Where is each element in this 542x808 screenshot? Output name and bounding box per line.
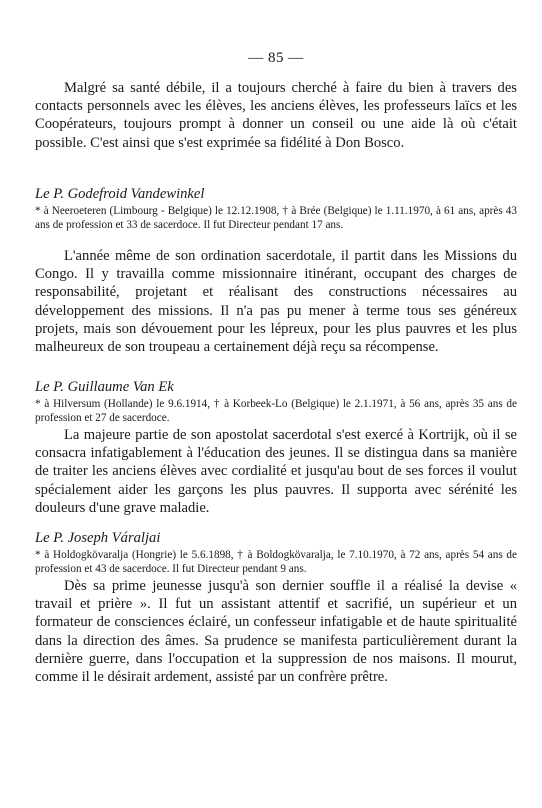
entry-bio-vandewinkel: * à Neeroeteren (Limbourg - Belgique) le 12.12.1908, † à Brée (Belgique) le 1.11.1970, à 61 ans, après 43 ans de profession et 33 de sacerdoce. Il fut Directeur pendant 17 ans. <box>35 205 517 231</box>
page-number: — 85 — <box>248 50 304 66</box>
entry-bio-varaljai: * à Holdogkövaralja (Hongrie) le 5.6.1898, † à Boldogkövaralja, le 7.10.1970, à 72 ans, après 54 ans de profession et 43 de sacerdoce. Il fut Directeur pendant 9 ans. <box>35 549 517 575</box>
entry-bio-van-ek: * à Hilversum (Hollande) le 9.6.1914, † à Korbeek-Lo (Belgique) le 2.1.1971, à 56 ans, après 35 ans de profession et 27 de sacerdoce. <box>35 398 517 424</box>
entry-name-vandewinkel: Le P. Godefroid Vandewinkel <box>35 186 205 202</box>
entry-name-varaljai: Le P. Joseph Váraljai <box>35 530 161 546</box>
entry-name-van-ek: Le P. Guillaume Van Ek <box>35 379 174 395</box>
entry-text-vandewinkel: L'année même de son ordination sacerdotale, il partit dans les Missions du Congo. Il y travailla comme missionnaire itinérant, occupant des charges de responsabilité, projetant et réalisant des constructions nécessaires au développement des missions. Il n'a pas pu mener à terme tous ses généreux projets, mais son dévouement pour les lépreux, pour les plus pauvres et les plus malheureux de son troupeau a certainement déjà reçu sa récompense. <box>35 248 517 356</box>
entry-text-van-ek: La majeure partie de son apostolat sacerdotal s'est exercé à Kortrijk, où il se consacra infatigablement à l'éducation des jeunes. Il se distingua dans sa manière de traiter les anciens élèves avec cordialité et jusqu'au bout de ses forces il voulut spécialement aider les garçons les plus pauvres. Il supporta avec sérénité les douleurs d'une grave maladie. <box>35 427 517 516</box>
intro-paragraph: Malgré sa santé débile, il a toujours cherché à faire du bien à travers des contacts personnels avec les élèves, les anciens élèves, les professeurs laïcs et les Coopérateurs, toujours prompt à donner un conseil ou une aide là où c'était possible. C'est ainsi que s'est exprimée sa fidélité à Don Bosco. <box>35 80 517 151</box>
entry-text-varaljai: Dès sa prime jeunesse jusqu'à son dernier souffle il a réalisé la devise « travail et prière ». Il fut un assistant attentif et sacrifié, un supérieur et un formateur de consciences éclairé, un confesseur infatigable et de haute spiritualité dans la direction des âmes. Sa prudence se manifesta particulièrement durant la dernière guerre, dans l'occupation et la suppression de nos maisons. Il mourut, comme il le désirait ardement, assisté par un confrère prêtre. <box>35 578 517 686</box>
